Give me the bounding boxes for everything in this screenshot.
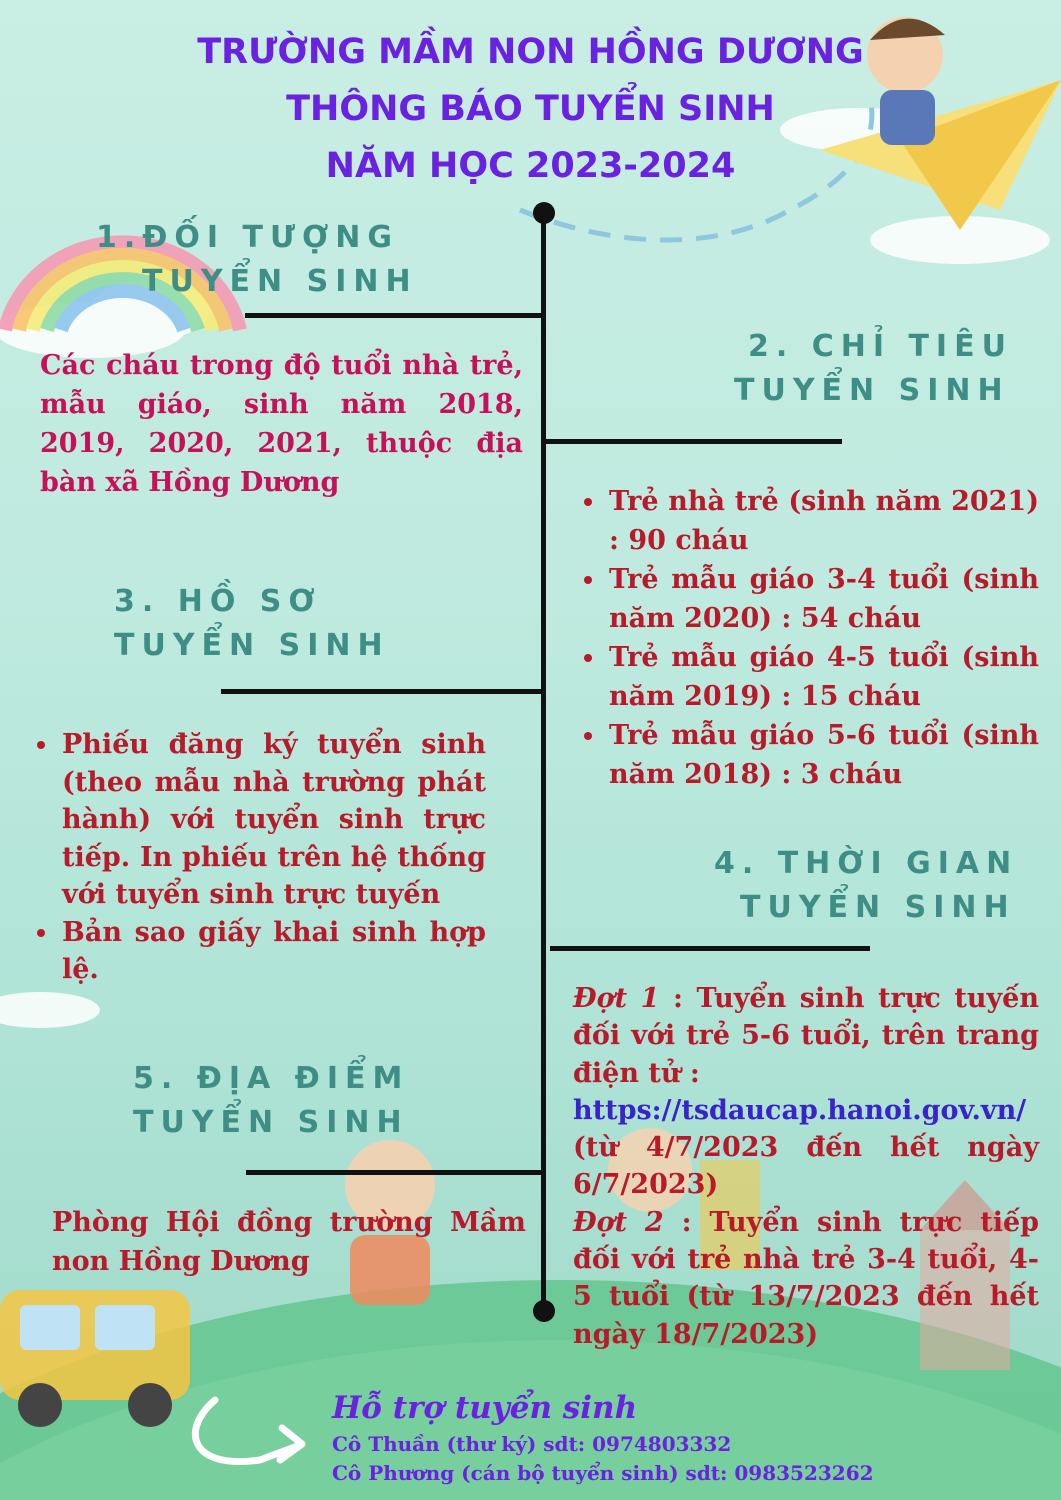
section-3-rule: [221, 689, 541, 694]
section-4-heading: [714, 842, 1018, 930]
section-4-body: [573, 980, 1039, 1353]
section-2-body: [577, 482, 1039, 794]
section-2-heading-line2: TUYỂN SINH: [734, 373, 1010, 408]
round-1-description: : Tuyển sinh trực tuyến đối với trẻ 5-6 tuổi, trên trang điện tử :: [573, 983, 1039, 1089]
section-5-heading-line1: 5. ĐỊA ĐIỂM: [133, 1061, 410, 1096]
section-1-heading-line1: 1.ĐỐI TƯỢNG: [96, 220, 399, 255]
quota-item: • Trẻ nhà trẻ (sinh năm 2021) : 90 cháu: [607, 482, 1039, 560]
section-3-heading-line1: 3. HỒ SƠ: [114, 584, 322, 619]
quota-item: • Trẻ mẫu giáo 4-5 tuổi (sinh năm 2019) : 15 cháu: [607, 638, 1039, 716]
section-3-list: [30, 726, 486, 989]
page-title: [0, 24, 1061, 195]
registration-link[interactable]: https://tsdaucap.hanoi.gov.vn/: [573, 1094, 1027, 1126]
section-2-list: [577, 482, 1039, 794]
section-5-heading-line2: TUYỂN SINH: [133, 1105, 409, 1140]
round-1-text: [573, 980, 1039, 1092]
section-5-body: Phòng Hội đồng trường Mầm non Hồng Dương: [52, 1207, 526, 1277]
support-title: Hỗ trợ tuyển sinh: [332, 1390, 638, 1426]
support-contact-1: Cô Thuần (thư ký) sdt: 0974803332: [332, 1432, 732, 1456]
title-announcement: THÔNG BÁO TUYỂN SINH: [286, 89, 775, 129]
section-1-body: Các cháu trong độ tuổi nhà trẻ, mẫu giáo, sinh năm 2018, 2019, 2020, 2021, thuộc địa bàn xã Hồng Dương: [40, 350, 523, 498]
section-2-heading-line1: 2. CHỈ TIÊU: [748, 329, 1013, 364]
section-4-rule: [550, 946, 870, 951]
title-school-year: NĂM HỌC 2023-2024: [325, 146, 736, 186]
quota-item: • Trẻ mẫu giáo 3-4 tuổi (sinh năm 2020) : 54 cháu: [607, 560, 1039, 638]
section-4-heading-line1: 4. THỜI GIAN: [714, 846, 1019, 881]
title-school-name: TRƯỜNG MẦM NON HỒNG DƯƠNG: [197, 32, 864, 72]
section-4-heading-line2: TUYỂN SINH: [740, 890, 1016, 925]
document-item: • Phiếu đăng ký tuyển sinh (theo mẫu nhà trường phát hành) với tuyển sinh trực tiếp. In phiếu trên hệ thống với tuyển sinh trực tuyến: [60, 726, 486, 914]
section-1-heading: [96, 216, 418, 304]
section-3-heading-line2: TUYỂN SINH: [114, 628, 390, 663]
section-1-rule: [245, 313, 541, 318]
section-1-heading-line2: TUYỂN SINH: [142, 264, 418, 299]
section-3-heading: [114, 580, 390, 668]
round-1-date: (từ 4/7/2023 đến hết ngày 6/7/2023): [573, 1132, 1039, 1201]
round-1-label: Đợt 1: [573, 983, 660, 1014]
section-2-heading: [734, 325, 1013, 413]
support-contact-2: Cô Phương (cán bộ tuyển sinh) sdt: 0983523262: [332, 1461, 874, 1485]
round-2-description: : Tuyển sinh trực tiếp đối với trẻ nhà trẻ 3-4 tuổi, 4-5 tuổi (từ 13/7/2023 đến hết ngày 18/7/2023): [573, 1206, 1040, 1350]
timeline-line: [541, 212, 546, 1312]
round-2-label: Đợt 2: [573, 1206, 664, 1238]
document-item: • Bản sao giấy khai sinh hợp lệ.: [60, 914, 486, 989]
section-5-rule: [246, 1170, 541, 1175]
section-2-rule: [546, 439, 842, 444]
round-2-text: [573, 1204, 1039, 1353]
timeline-bottom-dot: [533, 1300, 555, 1322]
section-3-body: [30, 726, 486, 989]
timeline-top-dot: [533, 202, 555, 224]
section-5-heading: [133, 1057, 409, 1145]
quota-item: • Trẻ mẫu giáo 5-6 tuổi (sinh năm 2018) : 3 cháu: [607, 716, 1039, 794]
